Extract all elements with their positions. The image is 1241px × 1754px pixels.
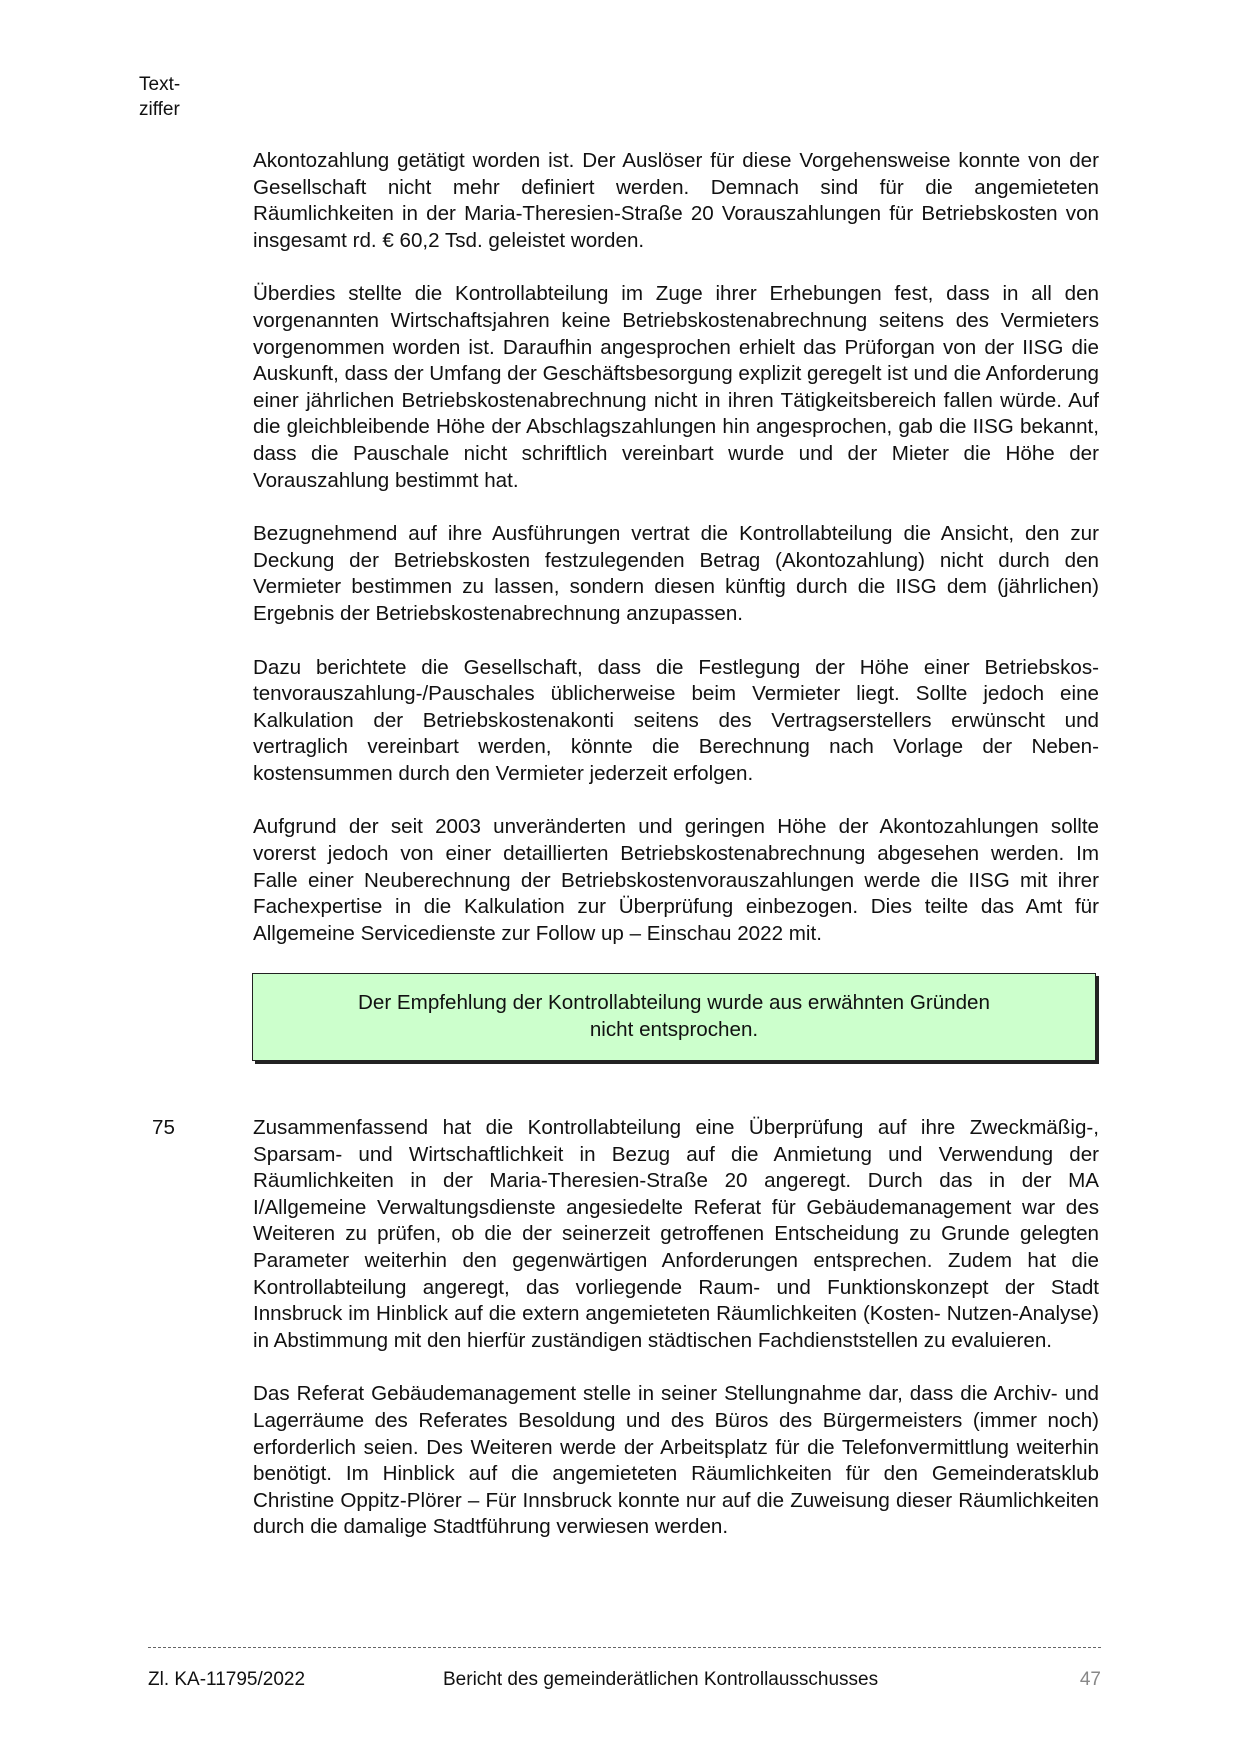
- paragraph: Aufgrund der seit 2003 unveränderten und geringen Höhe der Akontozahlungen sollte vorerst jedoch von einer detaillierten Betriebskostenabrechnung abgesehen werden. Im Falle einer Neuberechnung der Betriebskostenvorauszahlungen werde die IISG mit ihrer Fachexpertise in die Kalkulation zur Überprüfung einbezogen. Dies teilte das Amt für Allgemeine Servicedienste zur Follow up – Einschau 2022 mit.: [253, 815, 1099, 945]
- recommendation-box: [252, 973, 1096, 1061]
- footer-reference: Zl. KA-11795/2022: [148, 1669, 306, 1690]
- paragraph: Das Referat Gebäudemanagement stelle in seiner Stellungnahme dar, dass die Archiv- und Lagerräume des Referates Besoldung und des Büros des Bürgermeisters (immer noch) erforderlich seien. Des Weiteren werde der Arbeitsplatz für die Telefonvermittlung weiterhin benötigt. Im Hinblick auf die angemieteten Räumlichkeiten für den Gemeinderatsklub Christine Oppitz-Plörer – Für Innsbruck konnte nur auf die Zuweisung dieser Räumlichkeiten durch die damalige Stadtführung verwiesen werden.: [253, 1382, 1099, 1539]
- footer-divider: [148, 1647, 1101, 1648]
- section-75: [253, 1115, 1099, 1568]
- page-footer: [148, 1667, 1101, 1697]
- paragraph: Bezugnehmend auf ihre Ausführungen vertrat die Kontrollabteilung die Ansicht, den zur Deckung der Betriebskosten festzulegenden Betrag (Akontozahlung) nicht durch den Vermieter bestimmen zu lassen, sondern diesen künftig durch die IISG dem (jährlichen) Ergebnis der Betriebskostenabrechnung anzupassen.: [253, 522, 1099, 625]
- footer-title: Bericht des gemeinderätlichen Kontrollausschusses: [443, 1669, 879, 1690]
- paragraph: Akontozahlung getätigt worden ist. Der Auslöser für diese Vorgehensweise konnte von der Gesellschaft nicht mehr definiert werden. Demnach sind für die angemieteten Räumlichkeiten in der Maria-Theresien-Straße 20 Vorauszahlungen für Betriebskosten von insgesamt rd. € 60,2 Tsd. geleistet worden.: [253, 149, 1099, 252]
- recommendation-text-line2: nicht entsprochen.: [589, 1018, 759, 1041]
- textziffer-label-line2: ziffer: [139, 99, 180, 120]
- recommendation-text-line1: Der Empfehlung der Kontrollabteilung wurde aus erwähnten Gründen: [358, 991, 990, 1015]
- textziffer-label-line1: Text-: [139, 74, 181, 95]
- textziffer-number: 75: [152, 1116, 175, 1139]
- textziffer-label: [139, 72, 219, 122]
- page-number: 47: [1079, 1669, 1101, 1690]
- paragraph: Dazu berichtete die Gesellschaft, dass die Festlegung der Höhe einer Betriebskostenvorauszahlung-/Pauschales üblicherweise beim Vermieter liegt. Sollte jedoch eine Kalkulation der Betriebskostenakonti seitens des Vertragserstellers erwünscht und vertraglich vereinbart werden, könnte die Berechnung nach Vorlage der Nebenkostensummen durch den Vermieter jederzeit erfolgen.: [253, 655, 1099, 785]
- main-content: [253, 148, 1099, 974]
- paragraph: Überdies stellte die Kontrollabteilung im Zuge ihrer Erhebungen fest, dass in all den vorgenannten Wirtschaftsjahren keine Betriebskostenabrechnung seitens des Vermieters vorgenommen worden ist. Daraufhin angesprochen erhielt das Prüforgan von der IISG die Auskunft, dass der Umfang der Geschäftsbesorgung explizit geregelt ist und die Anforderung einer jährlichen Betriebskostenabrechnung nicht in ihren Tätigkeitsbereich fallen würde. Auf die gleichbleibende Höhe der Abschlagszahlungen hin angesprochen, gab die IISG bekannt, dass die Pauschale nicht schriftlich vereinbart wurde und der Mieter die Höhe der Vorauszahlung bestimmt hat.: [253, 282, 1099, 492]
- paragraph: Zusammenfassend hat die Kontrollabteilung eine Überprüfung auf ihre Zweckmäßig-, Sparsam- und Wirtschaftlichkeit in Bezug auf die Anmietung und Verwendung der Räumlichkeiten in der Maria-Theresien-Straße 20 angeregt. Durch das in der MA I/Allgemeine Verwaltungsdienste angesiedelte Referat für Gebäudemanagement war des Weiteren zu prüfen, ob die der seinerzeit getroffenen Entscheidung zu Grunde gelegten Parameter weiterhin den gegenwärtigen Anforderungen entsprechen. Zudem hat die Kontrollabteilung angeregt, das vorliegende Raum- und Funktionskonzept der Stadt Innsbruck im Hinblick auf die extern angemieteten Räumlichkeiten (Kosten- Nutzen-Analyse) in Abstimmung mit den hierfür zuständigen städtischen Fachdienststellen zu evaluieren.: [253, 1116, 1099, 1352]
